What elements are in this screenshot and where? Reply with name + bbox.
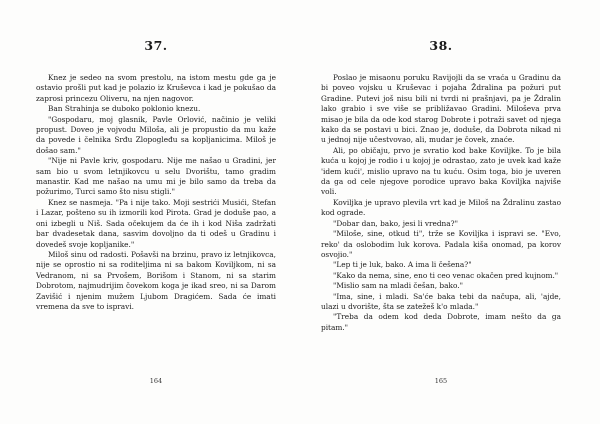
paragraph: "Ima, sine, i mladi. Sa'će baka tebi da načupa, ali, 'ajde, ulazi u dvorište, šta se zatežeš k'o mlada." (321, 291, 561, 311)
paragraph: "Treba da odem kod deda Dobrote, imam nešto da ga pitam." (321, 312, 561, 332)
paragraph: Koviljka je upravo plevila vrt kad je Miloš na Ždralinu zastao kod ograde. (321, 197, 561, 218)
paragraph: "Miloše, sine, otkud ti", trže se Koviljka i ispravi se. "Evo, reko' da oslobodim luk korova. Padala kiša onomad, pa korov osvojio." (321, 229, 561, 259)
paragraph: Knez se nasmeja. "Pa i nije tako. Moji sestrići Musići, Stefan i Lazar, pošteno su ih izmorili kod Pirota. Grad je doduše pao, a oni izbegli u Niš. Sada očekujem da će ih i kod Niša zadržati bar dvadesetak dana, sasvim dovoljno da ti odeš u Gradinu i dovedeš svoje kopljanike." (36, 197, 276, 249)
paragraph: Poslao je misaonu poruku Ravijojli da se vraća u Gradinu da bi poveo vojsku u Kruševac i pojaha Ždralina pa požuri put Gradine. Putevi još nisu bili ni tvrdi ni prašnjavi, pa je Ždralin lako grabio i sve više se približavao Gradini. Miloševa prva misao je bila da ode kod starog Dobrote i potraži savet od njega kako da se postavi u bici. Znao je, doduše, da Dobrota nikad ni u jednoj nije učestvovao, ali, mudar je čovek, znaće. (321, 73, 561, 145)
chapter-heading: 38. (429, 38, 453, 53)
page-number: 165 (434, 377, 448, 385)
right-page (321, 0, 561, 424)
paragraph: "Gospodaru, moj glasnik, Pavle Orlović, načinio je veliki propust. Doveo je vojvodu Miloša, ali je propustio da mu kaže da povede i čelnika Srđu Zlopogleđu sa kopljanicima. Miloš je došao sam." (36, 114, 276, 155)
paragraph: "Dobar dan, bako, jesi li vredna?" (333, 218, 458, 228)
paragraph: "Kako da nema, sine, eno ti ceo venac okačen pred kujnom." (333, 270, 559, 280)
page-body (321, 73, 561, 333)
paragraph: "Mislio sam na mladi češan, bako." (333, 281, 463, 291)
chapter-heading: 37. (144, 38, 168, 53)
paragraph: Ali, po običaju, prvo je svratio kod bake Koviljke. To je bila kuća u kojoj je rodio i u kojoj je odrastao, zato je uvek kad kaže 'idem kući', mislio upravo na tu kuću. Osim toga, bio je uveren da ga od cele njegove porodice upravo baka Koviljka najviše voli. (321, 145, 561, 197)
paragraph: "Lep ti je luk, bako. A ima li češena?" (333, 260, 472, 270)
paragraph: Miloš sinu od radosti. Pošavši na brzinu, pravo iz letnjikovca, nije se oprostio ni sa roditeljima ni sa bakom Koviljkom, ni sa Vedranom, ni sa Prvošem, Borišom i Stanom, ni sa starim Dobrotom, najmudrijim čovekom koga je ikad sreo, ni sa Darom Zavišić i njenim mužem Ljubom Dragićem. Sada će imati vremena da sve to ispravi. (36, 249, 276, 311)
left-page (36, 0, 276, 424)
paragraph: Knez je sedeo na svom prestolu, na istom mestu gde ga je ostavio prošli put kad je polazio iz Kruševca i kad je pokušao da zaprosi princezu Oliveru, na njen nagovor. (36, 73, 276, 103)
page-body (36, 73, 276, 312)
paragraph: Ban Strahinja se duboko poklonio knezu. (48, 104, 201, 114)
page-number: 164 (149, 377, 163, 385)
paragraph: "Nije ni Pavle kriv, gospodaru. Nije me našao u Gradini, jer sam bio u svom letnjikovcu u selu Dvorištu, tamo gradim manastir. Kad me našao na umu mi je bilo samo da treba da požurimo, Turci samo što nisu stigli." (36, 156, 276, 197)
